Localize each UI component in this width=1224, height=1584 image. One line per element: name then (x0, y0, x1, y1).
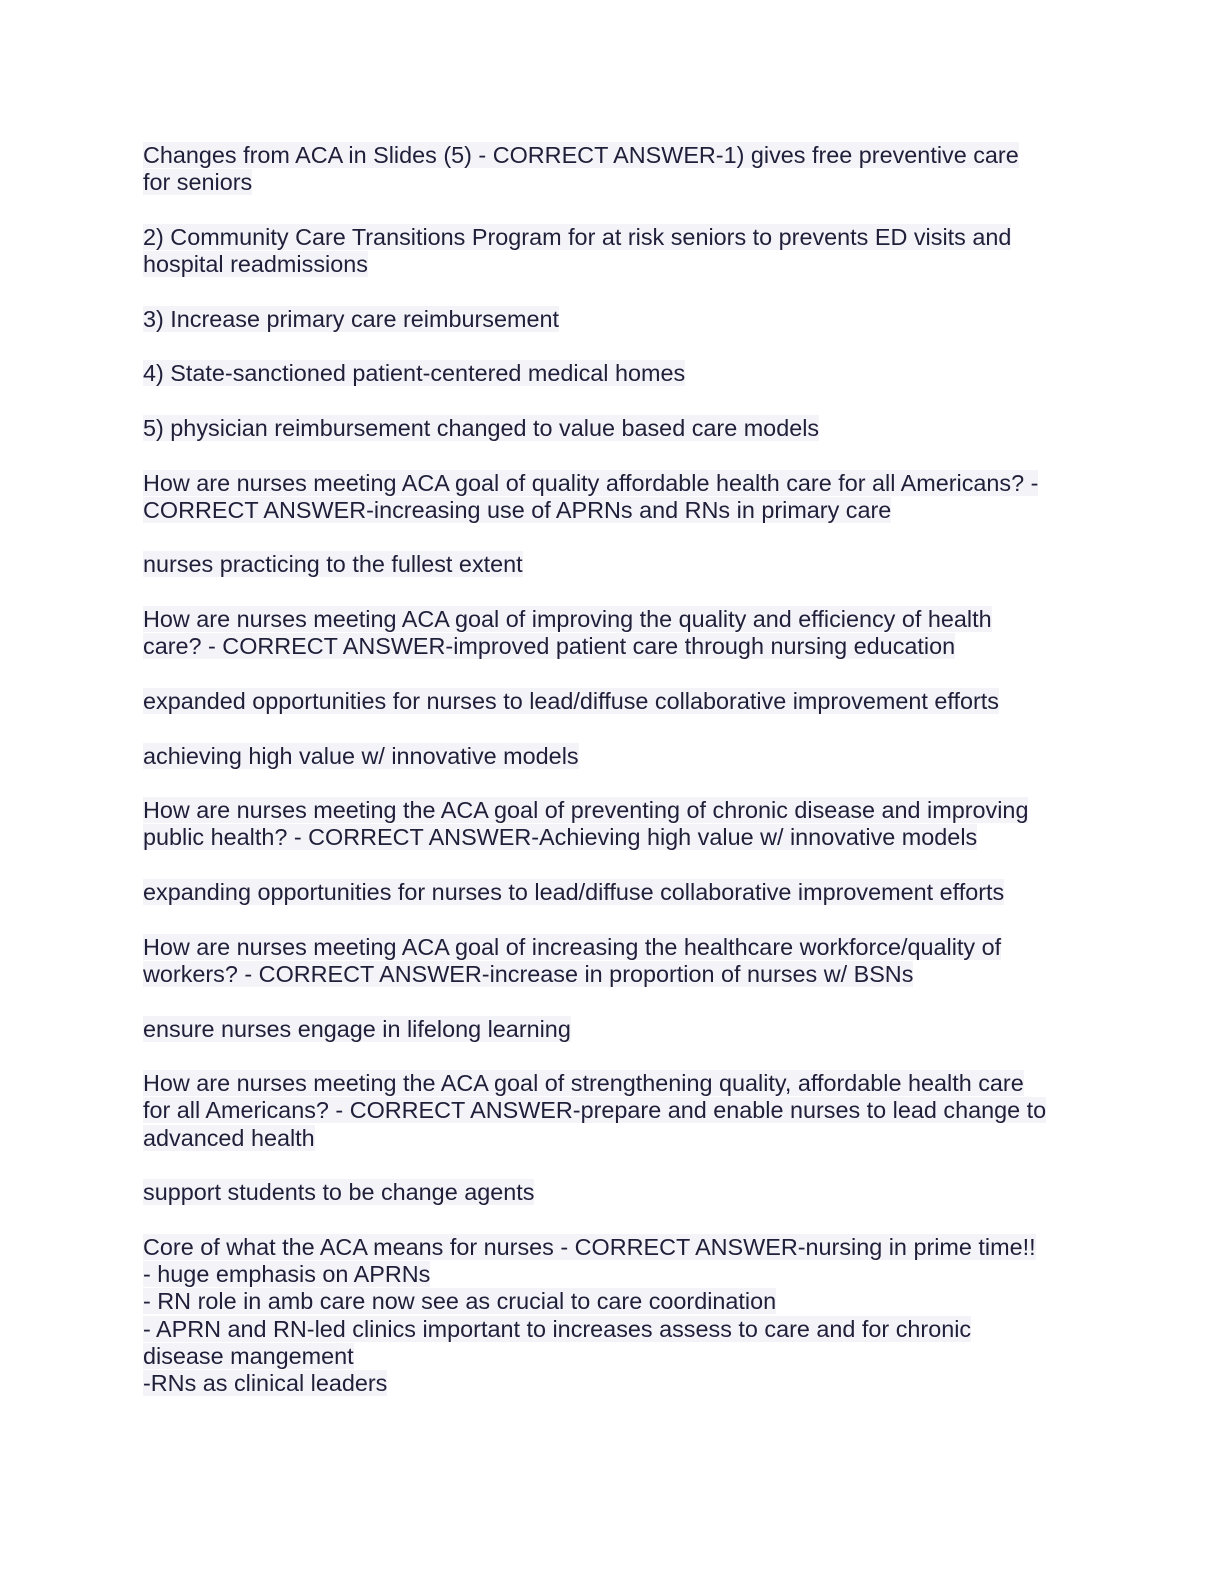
text-line-content: hospital readmissions (143, 251, 368, 278)
paragraph (143, 415, 1083, 442)
paragraph (143, 551, 1083, 578)
paragraph (143, 743, 1083, 770)
text-line (143, 551, 1083, 578)
text-line-content: advanced health (143, 1124, 315, 1151)
document-page (143, 142, 1083, 1425)
text-line-content: public health? - CORRECT ANSWER-Achieving high value w/ innovative models (143, 824, 978, 851)
text-line-content: for seniors (143, 169, 253, 196)
paragraph (143, 360, 1083, 387)
text-line (143, 824, 1083, 851)
text-line-content: How are nurses meeting the ACA goal of strengthening quality, affordable health care (143, 1070, 1024, 1097)
paragraph (143, 306, 1083, 333)
text-line-content: - RN role in amb care now see as crucial to care coordination (143, 1288, 777, 1315)
text-line-content: nurses practicing to the fullest extent (143, 551, 523, 578)
text-line (143, 1288, 1083, 1315)
text-line (143, 306, 1083, 333)
text-line-content: 5) physician reimbursement changed to value based care models (143, 414, 820, 441)
text-line (143, 1261, 1083, 1288)
paragraph (143, 879, 1083, 906)
text-line (143, 360, 1083, 387)
paragraph (143, 934, 1083, 989)
text-line-content: expanding opportunities for nurses to lead/diffuse collaborative improvement efforts (143, 879, 1005, 906)
text-line (143, 606, 1083, 633)
text-line (143, 1097, 1083, 1124)
text-line-content: workers? - CORRECT ANSWER-increase in proportion of nurses w/ BSNs (143, 960, 914, 987)
text-line (143, 1370, 1083, 1397)
text-line (143, 961, 1083, 988)
text-line (143, 633, 1083, 660)
text-line (143, 1343, 1083, 1370)
text-line (143, 1070, 1083, 1097)
paragraph (143, 1179, 1083, 1206)
text-line (143, 934, 1083, 961)
text-line-content: How are nurses meeting ACA goal of increasing the healthcare workforce/quality of (143, 933, 1002, 960)
text-line (143, 797, 1083, 824)
paragraph (143, 797, 1083, 852)
text-line (143, 1016, 1083, 1043)
text-line-content: How are nurses meeting ACA goal of improving the quality and efficiency of health (143, 606, 992, 633)
text-line-content: 3) Increase primary care reimbursement (143, 305, 559, 332)
paragraph (143, 688, 1083, 715)
text-line (143, 415, 1083, 442)
paragraph (143, 142, 1083, 197)
text-line-content: achieving high value w/ innovative models (143, 742, 579, 769)
text-line-content: expanded opportunities for nurses to lead/diffuse collaborative improvement efforts (143, 687, 999, 714)
text-line (143, 1234, 1083, 1261)
text-line-content: care? - CORRECT ANSWER-improved patient care through nursing education (143, 633, 956, 660)
text-line-content: ensure nurses engage in lifelong learning (143, 1015, 571, 1042)
text-line-content: 4) State-sanctioned patient-centered medical homes (143, 360, 686, 387)
text-line-content: - APRN and RN-led clinics important to increases assess to care and for chronic (143, 1315, 972, 1342)
paragraph (143, 224, 1083, 279)
paragraph (143, 1070, 1083, 1152)
text-line (143, 879, 1083, 906)
paragraph (143, 606, 1083, 661)
text-line (143, 688, 1083, 715)
text-line-content: -RNs as clinical leaders (143, 1370, 388, 1397)
text-line (143, 224, 1083, 251)
text-line-content: disease mangement (143, 1343, 354, 1370)
text-line-content: How are nurses meeting ACA goal of quality affordable health care for all Americans? - (143, 469, 1039, 496)
text-line (143, 142, 1083, 169)
text-line (143, 743, 1083, 770)
text-line-content: 2) Community Care Transitions Program for at risk seniors to prevents ED visits and (143, 223, 1012, 250)
text-line-content: Core of what the ACA means for nurses - CORRECT ANSWER-nursing in prime time!! (143, 1233, 1036, 1260)
text-line (143, 1179, 1083, 1206)
text-line (143, 1316, 1083, 1343)
text-line (143, 169, 1083, 196)
paragraph (143, 1234, 1083, 1398)
paragraph (143, 1016, 1083, 1043)
text-line-content: How are nurses meeting the ACA goal of preventing of chronic disease and improving (143, 797, 1029, 824)
text-line-content: support students to be change agents (143, 1179, 535, 1206)
text-line (143, 497, 1083, 524)
text-line-content: CORRECT ANSWER-increasing use of APRNs and RNs in primary care (143, 496, 892, 523)
text-line-content: - huge emphasis on APRNs (143, 1261, 431, 1288)
text-line (143, 1125, 1083, 1152)
text-line (143, 251, 1083, 278)
paragraph (143, 470, 1083, 525)
text-line-content: for all Americans? - CORRECT ANSWER-prepare and enable nurses to lead change to (143, 1097, 1047, 1124)
text-line-content: Changes from ACA in Slides (5) - CORRECT ANSWER-1) gives free preventive care (143, 142, 1019, 168)
text-line (143, 470, 1083, 497)
